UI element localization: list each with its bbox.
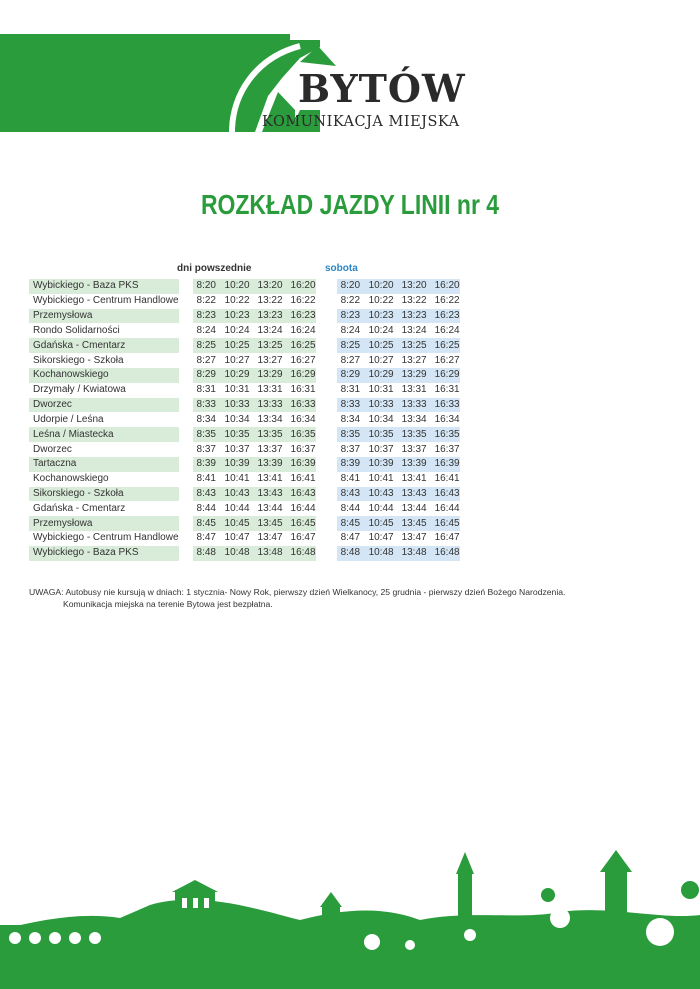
- spacer: [179, 442, 193, 457]
- spacer: [179, 501, 193, 516]
- stop-name: Rondo Solidarności: [33, 324, 120, 336]
- weekday-time: 16:24: [290, 324, 316, 336]
- spacer: [179, 546, 193, 561]
- weekday-time: 8:41: [196, 473, 216, 485]
- saturday-time: 13:47: [401, 532, 427, 544]
- spacer: [316, 279, 337, 294]
- saturday-time: 13:23: [402, 309, 435, 324]
- weekday-time: 8:43: [193, 487, 225, 502]
- spacer: [316, 531, 337, 546]
- saturday-time: 16:48: [435, 546, 460, 561]
- weekday-time: 16:41: [290, 473, 316, 485]
- spacer: [316, 294, 337, 309]
- spacer: [179, 309, 193, 324]
- table-row: [29, 323, 460, 338]
- saturday-time: 8:29: [337, 368, 369, 383]
- weekday-time: 13:48: [258, 546, 291, 561]
- weekday-time: 8:22: [196, 295, 216, 307]
- weekday-time: 13:31: [257, 384, 283, 396]
- header-banner: [0, 0, 700, 140]
- saturday-time: 10:31: [368, 384, 394, 396]
- weekday-time: 13:24: [257, 324, 283, 336]
- notice-line-1: UWAGA: Autobusy nie kursują w dniach: 1 stycznia- Nowy Rok, pierwszy dzień Wielkanocy, 25 grudnia - pierwszy dzień Bożego Narodzenia.: [29, 587, 566, 597]
- table-row: [29, 546, 460, 561]
- weekday-time: 16:35: [291, 427, 316, 442]
- saturday-time: 10:39: [369, 457, 402, 472]
- saturday-time: 8:31: [340, 384, 361, 396]
- saturday-time: 13:20: [402, 279, 435, 294]
- stop-name: Wybickiego - Baza PKS: [29, 546, 179, 561]
- stop-name: Leśna / Miastecka: [29, 427, 179, 442]
- weekday-time: 10:27: [224, 354, 250, 366]
- weekday-time: 16:39: [291, 457, 316, 472]
- weekday-time: 8:34: [196, 413, 216, 425]
- saturday-time: 8:20: [337, 279, 369, 294]
- weekday-time: 16:47: [290, 532, 316, 544]
- weekday-time: 8:23: [193, 309, 225, 324]
- weekday-time: 10:45: [225, 516, 258, 531]
- saturday-time: 13:34: [401, 413, 427, 425]
- weekday-time: 16:45: [291, 516, 316, 531]
- spacer: [179, 472, 193, 487]
- saturday-time: 10:27: [368, 354, 394, 366]
- table-row: [29, 442, 460, 457]
- spacer: [316, 368, 337, 383]
- weekday-time: 10:34: [224, 413, 250, 425]
- weekday-time: 10:31: [224, 384, 250, 396]
- saturday-time: 13:22: [401, 295, 427, 307]
- notice-line-2: Komunikacja miejska na terenie Bytowa jest bezpłatna.: [63, 599, 273, 609]
- spacer: [179, 294, 193, 309]
- saturday-time: 16:22: [434, 295, 460, 307]
- weekday-time: 13:25: [258, 338, 291, 353]
- weekday-time: 8:35: [193, 427, 225, 442]
- weekday-time: 16:29: [291, 368, 316, 383]
- stop-name: Gdańska - Cmentarz: [33, 502, 126, 514]
- saturday-time: 10:45: [369, 516, 402, 531]
- saturday-time: 13:41: [401, 473, 427, 485]
- stop-name: Tartaczna: [29, 457, 179, 472]
- weekday-time: 16:20: [291, 279, 316, 294]
- town-skyline-illustration: [0, 850, 700, 989]
- stop-name: Gdańska - Cmentarz: [29, 338, 179, 353]
- spacer: [179, 383, 193, 398]
- weekday-time: 16:33: [291, 398, 316, 413]
- saturday-time: 16:35: [435, 427, 460, 442]
- weekday-time: 13:27: [257, 354, 283, 366]
- saturday-time: 13:33: [402, 398, 435, 413]
- table-row: [29, 531, 460, 546]
- stop-name: Kochanowskiego: [29, 368, 179, 383]
- saturday-time: 13:48: [402, 546, 435, 561]
- saturday-time: 16:45: [435, 516, 460, 531]
- weekday-time: 8:29: [193, 368, 225, 383]
- spacer: [179, 323, 193, 338]
- saturday-time: 16:44: [434, 502, 460, 514]
- stop-name: Dworzec: [29, 398, 179, 413]
- stop-name: Wybickiego - Baza PKS: [29, 279, 179, 294]
- saturday-time: 8:24: [340, 324, 361, 336]
- saturday-time: 16:41: [434, 473, 460, 485]
- weekday-time: 13:23: [258, 309, 291, 324]
- spacer: [179, 368, 193, 383]
- spacer: [316, 516, 337, 531]
- weekday-time: 8:20: [193, 279, 225, 294]
- saturday-time: 10:22: [368, 295, 394, 307]
- weekday-time: 13:41: [257, 473, 283, 485]
- table-row: [29, 427, 460, 442]
- saturday-time: 8:44: [340, 502, 361, 514]
- saturday-time: 8:33: [337, 398, 369, 413]
- saturday-time: 8:35: [337, 427, 369, 442]
- saturday-time: 8:45: [337, 516, 369, 531]
- spacer: [179, 398, 193, 413]
- saturday-time: 8:22: [340, 295, 361, 307]
- spacer: [316, 353, 337, 368]
- spacer: [316, 309, 337, 324]
- weekday-time: 10:47: [224, 532, 250, 544]
- weekday-time: 8:47: [196, 532, 216, 544]
- weekday-time: 16:37: [290, 443, 316, 455]
- saturday-time: 13:43: [402, 487, 435, 502]
- saturday-time: 13:27: [401, 354, 427, 366]
- weekday-time: 10:23: [225, 309, 258, 324]
- weekday-time: 13:22: [257, 295, 283, 307]
- spacer: [179, 338, 193, 353]
- table-row: [29, 501, 460, 516]
- spacer: [316, 487, 337, 502]
- saturday-time: 8:27: [340, 354, 361, 366]
- table-row: [29, 398, 460, 413]
- spacer: [316, 427, 337, 442]
- weekday-time: 10:22: [224, 295, 250, 307]
- spacer: [179, 457, 193, 472]
- spacer: [179, 487, 193, 502]
- weekday-time: 8:25: [193, 338, 225, 353]
- saturday-time: 16:25: [435, 338, 460, 353]
- saturday-time: 10:33: [369, 398, 402, 413]
- spacer: [316, 442, 337, 457]
- saturday-column-label: sobota: [325, 263, 358, 274]
- saturday-time: 13:44: [401, 502, 427, 514]
- stop-name: Wybickiego - Centrum Handlowe: [33, 295, 179, 307]
- saturday-time: 16:27: [434, 354, 460, 366]
- saturday-time: 16:39: [435, 457, 460, 472]
- saturday-time: 13:25: [402, 338, 435, 353]
- saturday-time: 16:34: [434, 413, 460, 425]
- stop-name: Przemysłowa: [29, 309, 179, 324]
- saturday-time: 13:37: [401, 443, 427, 455]
- weekday-time: 10:33: [225, 398, 258, 413]
- stop-name: Sikorskiego - Szkoła: [33, 354, 124, 366]
- spacer: [179, 412, 193, 427]
- spacer: [316, 398, 337, 413]
- saturday-time: 10:44: [368, 502, 394, 514]
- saturday-time: 10:47: [368, 532, 394, 544]
- stop-name: Kochanowskiego: [33, 473, 109, 485]
- weekday-time: 10:44: [224, 502, 250, 514]
- table-row: [29, 294, 460, 309]
- weekday-time: 13:44: [257, 502, 283, 514]
- weekday-time: 16:25: [291, 338, 316, 353]
- table-row: [29, 309, 460, 324]
- weekday-time: 16:44: [290, 502, 316, 514]
- table-row: [29, 368, 460, 383]
- weekday-time: 10:48: [225, 546, 258, 561]
- saturday-time: 16:20: [435, 279, 460, 294]
- table-row: [29, 487, 460, 502]
- weekday-time: 8:37: [196, 443, 216, 455]
- weekday-time: 8:44: [196, 502, 216, 514]
- spacer: [316, 472, 337, 487]
- saturday-time: 8:47: [340, 532, 361, 544]
- saturday-time: 10:35: [369, 427, 402, 442]
- weekday-time: 13:20: [258, 279, 291, 294]
- spacer: [316, 412, 337, 427]
- stop-name: Udorpie / Leśna: [33, 413, 104, 425]
- spacer: [179, 427, 193, 442]
- weekday-time: 13:29: [258, 368, 291, 383]
- weekday-time: 8:31: [196, 384, 216, 396]
- weekday-column-label: dni powszednie: [177, 263, 252, 274]
- spacer: [179, 353, 193, 368]
- saturday-time: 10:43: [369, 487, 402, 502]
- saturday-time: 10:24: [368, 324, 394, 336]
- spacer: [179, 516, 193, 531]
- saturday-time: 16:33: [435, 398, 460, 413]
- stop-name: Wybickiego - Centrum Handlowe: [33, 532, 179, 544]
- table-row: [29, 383, 460, 398]
- saturday-time: 13:39: [402, 457, 435, 472]
- weekday-time: 13:34: [257, 413, 283, 425]
- saturday-time: 8:23: [337, 309, 369, 324]
- weekday-time: 16:23: [291, 309, 316, 324]
- logo-title: BYTÓW: [298, 66, 466, 111]
- stop-name: Sikorskiego - Szkoła: [29, 487, 179, 502]
- weekday-time: 16:31: [290, 384, 316, 396]
- saturday-time: 16:23: [435, 309, 460, 324]
- stop-name: Dworzec: [33, 443, 72, 455]
- weekday-time: 10:35: [225, 427, 258, 442]
- spacer: [316, 457, 337, 472]
- weekday-time: 16:43: [291, 487, 316, 502]
- weekday-time: 10:43: [225, 487, 258, 502]
- saturday-time: 16:31: [434, 384, 460, 396]
- spacer: [316, 338, 337, 353]
- saturday-time: 8:39: [337, 457, 369, 472]
- logo-subtitle: KOMUNIKACJA MIEJSKA: [262, 114, 460, 130]
- weekday-time: 8:24: [196, 324, 216, 336]
- saturday-time: 10:34: [368, 413, 394, 425]
- weekday-time: 10:24: [224, 324, 250, 336]
- page-title: ROZKŁAD JAZDY LINII nr 4: [200, 189, 500, 220]
- timetable: [29, 279, 460, 561]
- notice: [29, 586, 565, 610]
- weekday-time: 8:27: [196, 354, 216, 366]
- saturday-time: 10:41: [368, 473, 394, 485]
- weekday-time: 13:35: [258, 427, 291, 442]
- spacer: [316, 501, 337, 516]
- weekday-time: 13:45: [258, 516, 291, 531]
- saturday-time: 10:25: [369, 338, 402, 353]
- weekday-time: 8:39: [193, 457, 225, 472]
- weekday-time: 13:37: [257, 443, 283, 455]
- saturday-time: 8:25: [337, 338, 369, 353]
- spacer: [316, 323, 337, 338]
- saturday-time: 8:41: [340, 473, 361, 485]
- spacer: [316, 546, 337, 561]
- stop-name: Drzymały / Kwiatowa: [33, 384, 126, 396]
- saturday-time: 13:29: [402, 368, 435, 383]
- weekday-time: 13:33: [258, 398, 291, 413]
- saturday-time: 10:48: [369, 546, 402, 561]
- saturday-time: 16:24: [434, 324, 460, 336]
- table-row: [29, 353, 460, 368]
- weekday-time: 13:39: [258, 457, 291, 472]
- weekday-time: 8:48: [193, 546, 225, 561]
- weekday-time: 16:34: [290, 413, 316, 425]
- weekday-time: 13:47: [257, 532, 283, 544]
- spacer: [179, 279, 193, 294]
- saturday-time: 16:47: [434, 532, 460, 544]
- saturday-time: 10:37: [368, 443, 394, 455]
- table-row: [29, 279, 460, 294]
- saturday-time: 16:29: [435, 368, 460, 383]
- spacer: [316, 383, 337, 398]
- weekday-time: 16:48: [291, 546, 316, 561]
- saturday-time: 13:35: [402, 427, 435, 442]
- table-row: [29, 516, 460, 531]
- weekday-time: 10:41: [224, 473, 250, 485]
- spacer: [179, 531, 193, 546]
- weekday-time: 8:45: [193, 516, 225, 531]
- stop-name: Przemysłowa: [29, 516, 179, 531]
- weekday-time: 10:25: [225, 338, 258, 353]
- table-row: [29, 412, 460, 427]
- saturday-time: 8:43: [337, 487, 369, 502]
- saturday-time: 13:45: [402, 516, 435, 531]
- table-row: [29, 338, 460, 353]
- weekday-time: 16:22: [290, 295, 316, 307]
- saturday-time: 13:31: [401, 384, 427, 396]
- weekday-time: 10:39: [225, 457, 258, 472]
- weekday-time: 10:20: [225, 279, 258, 294]
- weekday-time: 10:37: [224, 443, 250, 455]
- saturday-time: 10:29: [369, 368, 402, 383]
- table-row: [29, 457, 460, 472]
- weekday-time: 13:43: [258, 487, 291, 502]
- saturday-time: 8:37: [340, 443, 361, 455]
- table-row: [29, 472, 460, 487]
- saturday-time: 8:34: [340, 413, 361, 425]
- weekday-time: 8:33: [193, 398, 225, 413]
- saturday-time: 13:24: [401, 324, 427, 336]
- saturday-time: 16:43: [435, 487, 460, 502]
- weekday-time: 16:27: [290, 354, 316, 366]
- weekday-time: 10:29: [225, 368, 258, 383]
- saturday-time: 8:48: [337, 546, 369, 561]
- saturday-time: 10:23: [369, 309, 402, 324]
- saturday-time: 10:20: [369, 279, 402, 294]
- saturday-time: 16:37: [434, 443, 460, 455]
